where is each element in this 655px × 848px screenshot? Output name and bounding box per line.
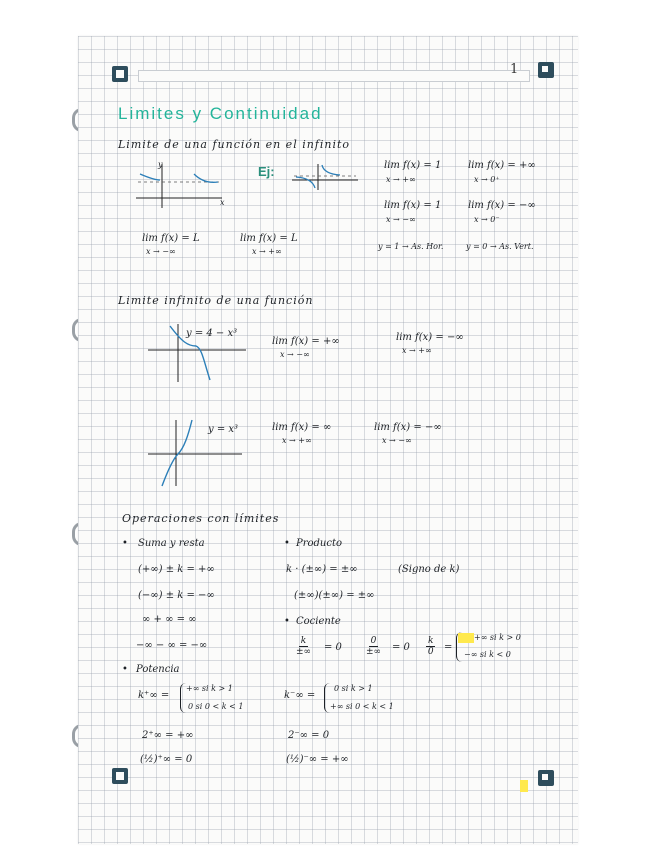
potencia-case: +∞ si k > 1	[186, 684, 233, 693]
corner-marker-icon	[538, 770, 554, 786]
fraction-numerator: k	[300, 636, 307, 646]
bullet-icon: •	[284, 538, 290, 549]
producto-note: (Signo de k)	[398, 564, 460, 575]
limit-sub: x → +∞	[282, 436, 312, 445]
bullet-icon: •	[122, 664, 128, 675]
page-number: 1	[510, 62, 519, 77]
cociente-fraction	[296, 636, 311, 657]
potencia-lhs: k⁺∞ =	[138, 690, 170, 701]
bullet-icon: •	[284, 616, 290, 627]
producto-rule: k · (±∞) = ±∞	[286, 564, 358, 575]
limit-expr: lim f(x) = −∞	[468, 200, 536, 211]
bullet-icon: •	[122, 538, 128, 549]
cociente-fraction	[426, 636, 435, 657]
potencia-example: (½)⁻∞ = +∞	[286, 754, 349, 765]
limit-expr: lim f(x) = ∞	[272, 422, 332, 433]
corner-marker-icon	[112, 768, 128, 784]
limit-sub: x → −∞	[146, 247, 176, 256]
asymptote-graph-left	[134, 160, 224, 210]
graph-y-label: y	[158, 160, 163, 169]
cociente-case: −∞ si k < 0	[464, 650, 511, 659]
cociente-label: Cociente	[296, 616, 341, 627]
limit-sub: x → +∞	[386, 175, 416, 184]
potencia-example: 2⁺∞ = +∞	[142, 730, 194, 741]
limit-expr: lim f(x) = L	[240, 233, 298, 244]
suma-rule: −∞ − ∞ = −∞	[136, 640, 208, 651]
fraction-denominator: 0	[427, 647, 434, 657]
suma-label: Suma y resta	[138, 538, 205, 549]
fraction-numerator: k	[428, 636, 434, 646]
asymptote-vertical: y = 0 → As. Vert.	[466, 242, 534, 251]
section-heading-operations: Operaciones con límites	[122, 512, 280, 525]
page-title: Limites y Continuidad	[118, 104, 323, 123]
graph-x-label: x	[220, 198, 225, 207]
potencia-lhs: k⁻∞ =	[284, 690, 316, 701]
highlight-mark	[458, 633, 474, 643]
fraction-denominator: ±∞	[296, 647, 312, 657]
example-label: Ej:	[258, 164, 275, 179]
graph-function-label: y = 4 − x³	[186, 328, 238, 339]
potencia-example: 2⁻∞ = 0	[288, 730, 330, 741]
limit-expr: lim f(x) = −∞	[374, 422, 442, 433]
section-heading-limit-infinity: Limite de una función en el infinito	[118, 138, 351, 151]
suma-rule: (−∞) ± k = −∞	[138, 590, 215, 601]
asymptote-horizontal: y = 1 → As. Hor.	[378, 242, 444, 251]
producto-label: Producto	[296, 538, 343, 549]
fraction-denominator: ±∞	[366, 647, 382, 657]
fraction-result: = 0	[324, 642, 342, 653]
potencia-case: 0 si k > 1	[334, 684, 373, 693]
potencia-example: (½)⁺∞ = 0	[140, 754, 193, 765]
section-heading-infinite-limit: Limite infinito de una función	[118, 294, 314, 307]
fraction-equals: =	[444, 642, 453, 653]
producto-rule: (±∞)(±∞) = ±∞	[294, 590, 375, 601]
limit-expr: lim f(x) = 1	[384, 160, 442, 171]
suma-rule: (+∞) ± k = +∞	[138, 564, 215, 575]
limit-expr: lim f(x) = +∞	[468, 160, 536, 171]
potencia-case: +∞ si 0 < k < 1	[330, 702, 394, 711]
limit-expr: lim f(x) = 1	[384, 200, 442, 211]
header-bar	[138, 70, 530, 82]
fraction-result: = 0	[392, 642, 410, 653]
limit-expr: lim f(x) = L	[142, 233, 200, 244]
limit-sub: x → 0⁻	[474, 215, 500, 224]
limit-sub: x → +∞	[402, 346, 432, 355]
fraction-numerator: 0	[370, 636, 377, 646]
corner-marker-icon	[112, 66, 128, 82]
limit-sub: x → −∞	[382, 436, 412, 445]
highlight-mark	[520, 780, 528, 792]
cociente-case: +∞ si k > 0	[474, 633, 521, 642]
graph-function-label: y = x³	[208, 424, 239, 435]
limit-sub: x → +∞	[252, 247, 282, 256]
limit-sub: x → 0⁺	[474, 175, 500, 184]
potencia-case: 0 si 0 < k < 1	[188, 702, 244, 711]
hyperbola-graph	[290, 162, 360, 192]
cociente-fraction	[366, 636, 381, 657]
limit-expr: lim f(x) = −∞	[396, 332, 464, 343]
potencia-label: Potencia	[136, 664, 180, 675]
limit-sub: x → −∞	[386, 215, 416, 224]
suma-rule: ∞ + ∞ = ∞	[142, 614, 197, 625]
limit-sub: x → −∞	[280, 350, 310, 359]
corner-marker-icon	[538, 62, 554, 78]
limit-expr: lim f(x) = +∞	[272, 336, 340, 347]
